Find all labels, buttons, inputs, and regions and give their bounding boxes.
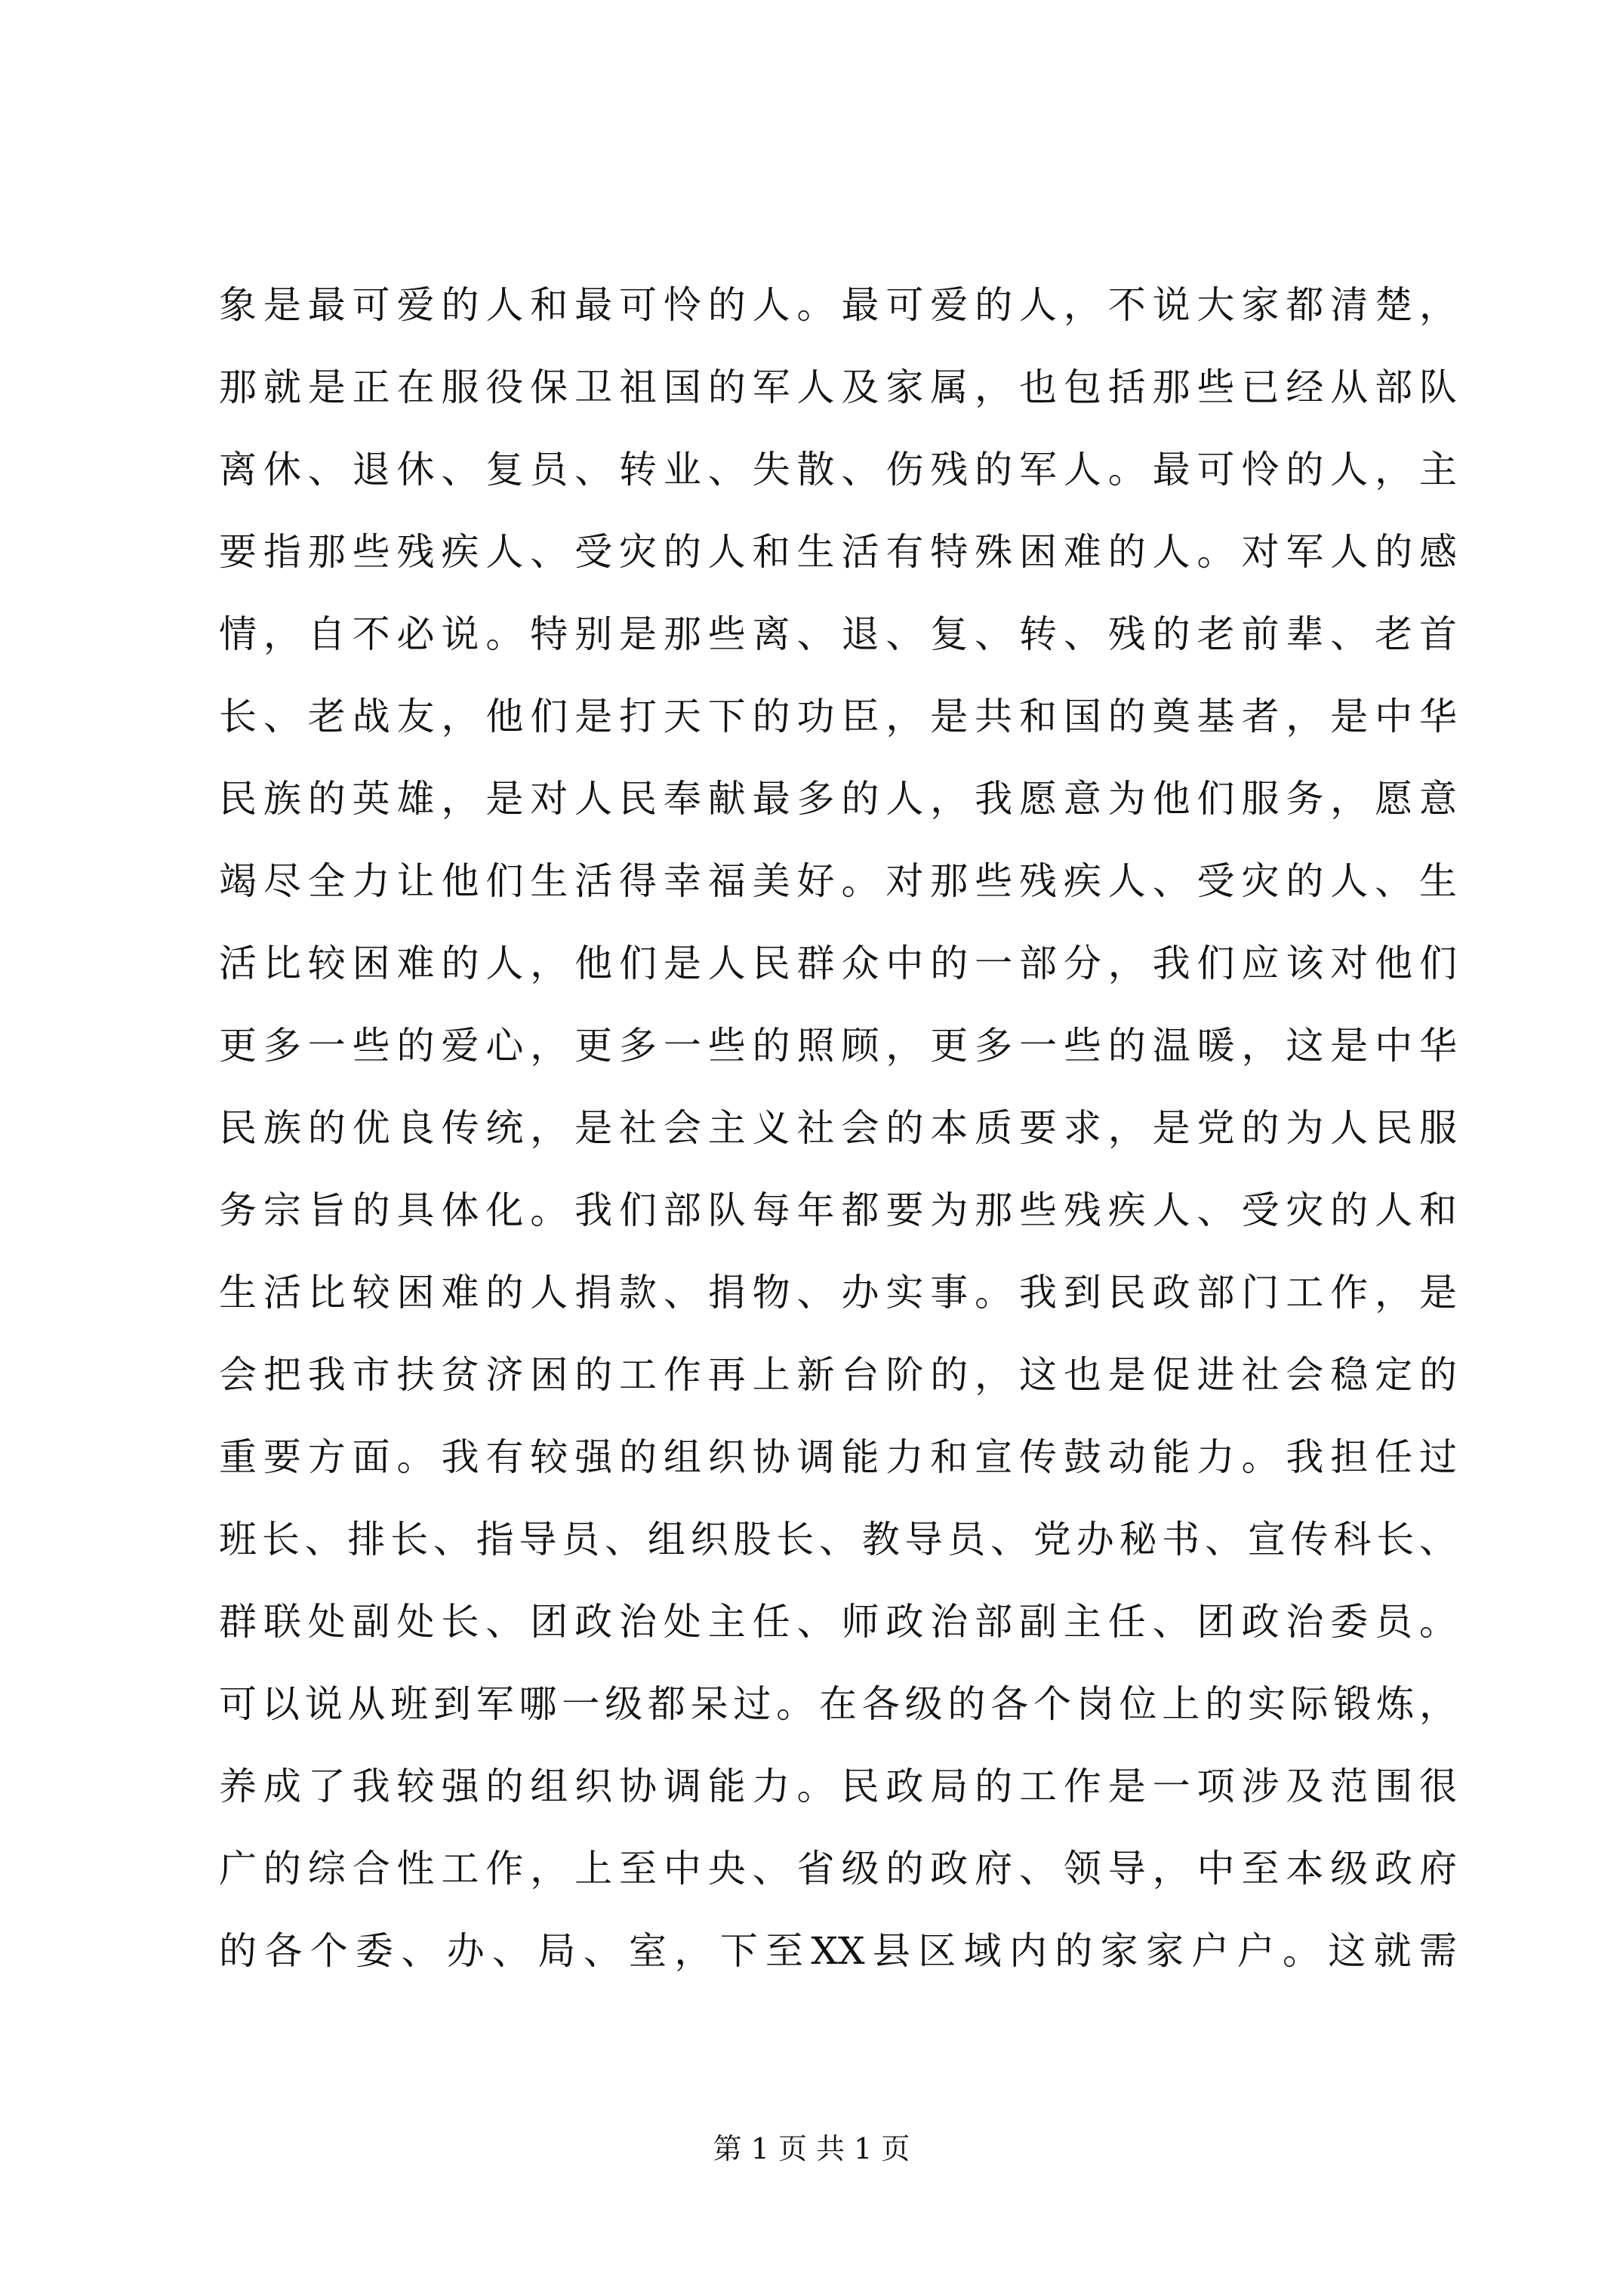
text-line: 更多一些的爱心，更多一些的照顾，更多一些的温暖，这是中华 [219, 1024, 1457, 1068]
text-line: 生活比较困难的人捐款、捐物、办实事。我到民政部门工作，是 [219, 1271, 1457, 1314]
text-line: 重要方面。我有较强的组织协调能力和宣传鼓动能力。我担任过 [219, 1435, 1457, 1479]
body-text [219, 264, 1457, 1992]
text-line: 那就是正在服役保卫祖国的军人及家属，也包括那些已经从部队 [219, 365, 1457, 409]
text-line: 广的综合性工作，上至中央、省级的政府、领导，中至本级政府 [219, 1847, 1457, 1891]
page-footer: 第 1 页 共 1 页 [713, 2132, 910, 2165]
text-line: 情，自不必说。特别是那些离、退、复、转、残的老前辈、老首 [219, 612, 1457, 656]
text-line: 会把我市扶贫济困的工作再上新台阶的，这也是促进社会稳定的 [219, 1353, 1457, 1397]
text-line: 要指那些残疾人、受灾的人和生活有特殊困难的人。对军人的感 [219, 530, 1457, 574]
text-line: 养成了我较强的组织协调能力。民政局的工作是一项涉及范围很 [219, 1764, 1457, 1808]
text-line: 活比较困难的人，他们是人民群众中的一部分，我们应该对他们 [219, 942, 1457, 985]
text-line: 班长、排长、指导员、组织股长、教导员、党办秘书、宣传科长、 [219, 1518, 1457, 1561]
text-line: 离休、退休、复员、转业、失散、伤残的军人。最可怜的人，主 [219, 448, 1457, 492]
text-line: 可以说从班到军哪一级都呆过。在各级的各个岗位上的实际锻炼， [219, 1682, 1457, 1726]
text-line: 长、老战友，他们是打天下的功臣，是共和国的奠基者，是中华 [219, 695, 1457, 738]
text-line: 象是最可爱的人和最可怜的人。最可爱的人，不说大家都清楚， [219, 283, 1457, 327]
text-line: 务宗旨的具体化。我们部队每年都要为那些残疾人、受灾的人和 [219, 1188, 1457, 1232]
text-line: 民族的英雄，是对人民奉献最多的人，我愿意为他们服务，愿意 [219, 777, 1457, 821]
text-line: 民族的优良传统，是社会主义社会的本质要求，是党的为人民服 [219, 1106, 1457, 1150]
text-line: 的各个委、办、局、室，下至XX县区域内的家家户户。这就需 [219, 1929, 1457, 1973]
text-line: 群联处副处长、团政治处主任、师政治部副主任、团政治委员。 [219, 1600, 1457, 1644]
text-line: 竭尽全力让他们生活得幸福美好。对那些残疾人、受灾的人、生 [219, 859, 1457, 903]
